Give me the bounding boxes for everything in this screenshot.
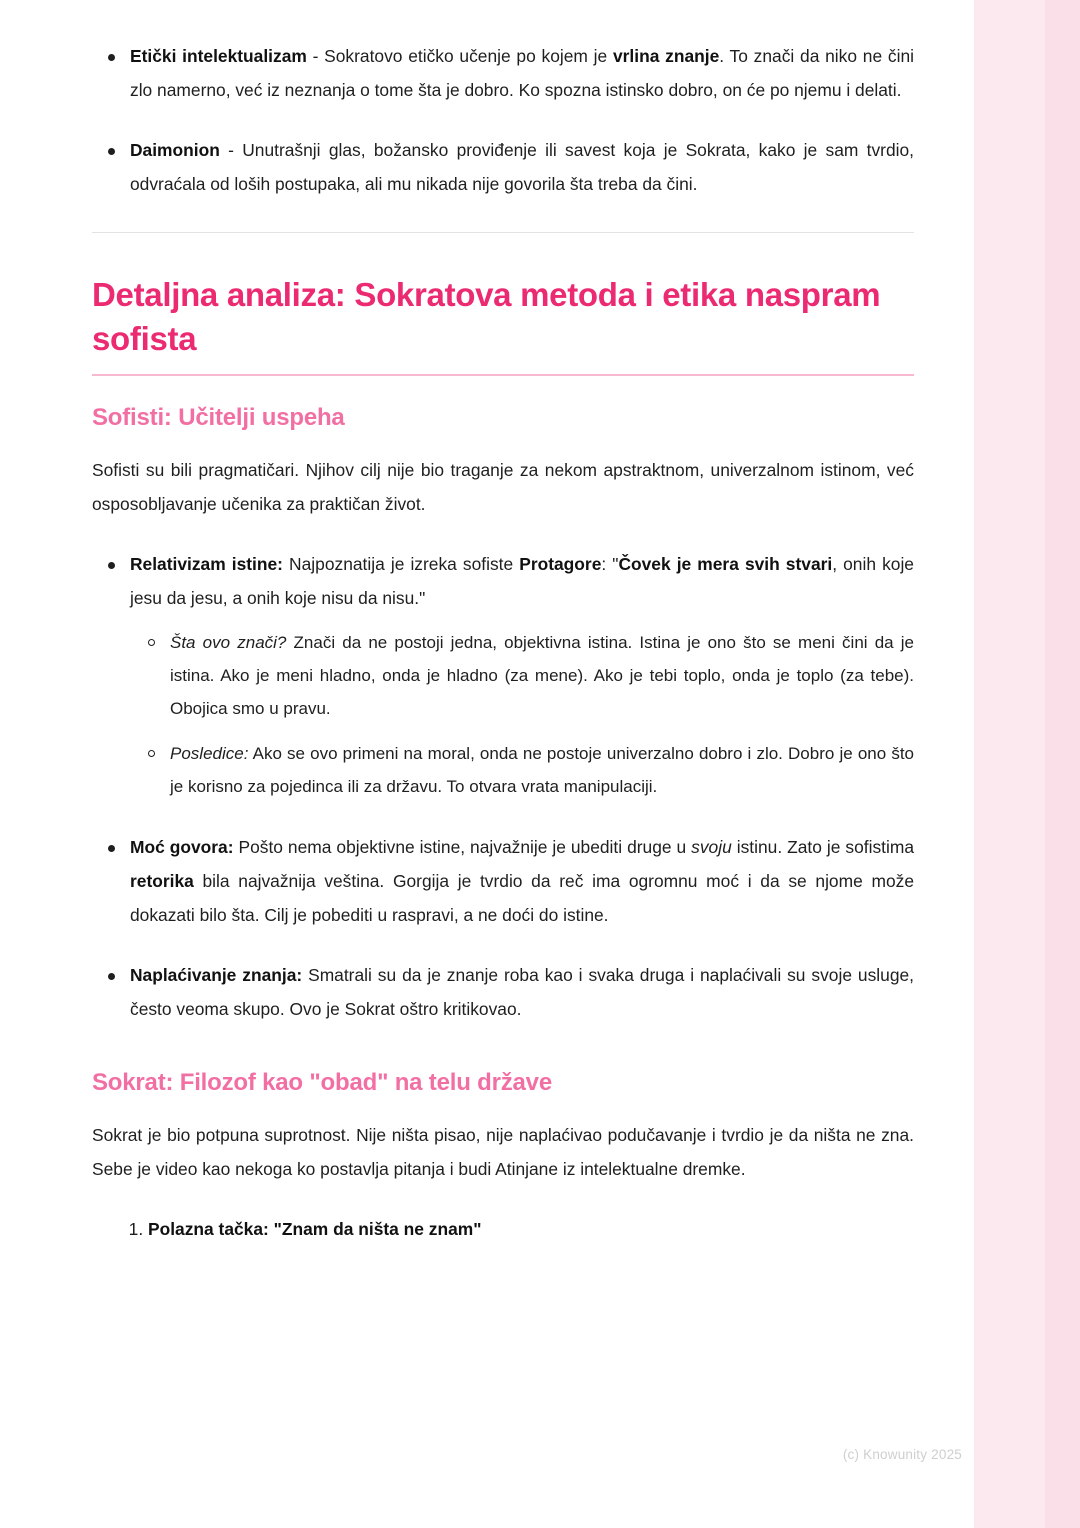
watermark: (c) Knowunity 2025 xyxy=(842,1447,962,1462)
bullet-text-3: , onih koje jesu da jesu, a onih koje nisu da nisu." xyxy=(130,553,914,608)
bullet-text: Smatrali su da je znanje roba kao i svaka druga i naplaćivali su svoje usluge, često veoma skupo. Ovo je Sokrat oštro kritikovao. xyxy=(130,965,914,1020)
list-item xyxy=(92,40,914,108)
sokrat-intro-paragraph: Sokrat je bio potpuna suprotnost. Nije ništa pisao, nije naplaćivao podučavanje i tvrdio je da ništa ne zna. Sebe je video kao nekoga ko postavlja pitanja i budi Atinjane iz intelektualne dremke. xyxy=(92,1124,914,1179)
bullet-text: Najpoznatija je izreka sofiste xyxy=(282,553,520,574)
bullet-lead-term: Moć govora: xyxy=(130,837,234,858)
page-edge-strip xyxy=(974,0,1080,1528)
bullet-bold-name: Protagore xyxy=(519,553,602,574)
sub-text: Ako se ovo primeni na moral, onda ne postoje univerzalno dobro i zlo. Dobro je ono što je korisno za pojedinca ili za državu. To otvara vrata manipulaciji. xyxy=(170,744,914,797)
top-bullet-list xyxy=(92,40,914,202)
bullet-italic-word: svoju xyxy=(691,837,732,858)
sofisti-bullet-list xyxy=(92,548,914,1027)
bullet-text-2: : " xyxy=(601,553,619,574)
list-item xyxy=(130,737,914,803)
list-item xyxy=(92,831,914,933)
sofisti-intro-paragraph: Sofisti su bili pragmatičari. Njihov cilj nije bio traganje za nekom apstraktnom, univerzalnom istinom, već osposobljavanje učenika za praktičan život. xyxy=(92,459,914,514)
bullet-quote-bold: Čovek je mera svih stvari xyxy=(618,553,833,574)
sofisti-sub-list xyxy=(130,626,914,804)
subsection-heading-sokrat: Sokrat: Filozof kao "obad" na telu države xyxy=(92,1068,552,1096)
bullet-lead-term: Naplaćivanje znanja: xyxy=(130,965,303,986)
list-item xyxy=(92,959,914,1027)
bullet-text: - Sokratovo etičko učenje po kojem je xyxy=(306,46,613,66)
page-edge-inner xyxy=(1045,0,1080,1528)
list-item xyxy=(130,626,914,725)
list-item xyxy=(148,1213,914,1247)
numbered-item-label: Polazna tačka: "Znam da ništa ne znam" xyxy=(148,1218,482,1239)
list-item xyxy=(92,548,914,804)
left-margin xyxy=(0,0,46,1528)
bullet-text: - Unutrašnji glas, božansko proviđenje ili savest koja je Sokrata, kako je sam tvrdio, odvraćala od loših postupaka, ali mu nikada nije govorila šta treba da čini. xyxy=(130,139,914,194)
page-title: Detaljna analiza: Sokratova metoda i etika naspram sofista xyxy=(92,275,881,358)
subsection-heading-sofisti: Sofisti: Učitelji uspeha xyxy=(92,403,345,431)
bullet-lead-term: Etički intelektualizam xyxy=(130,46,307,66)
sub-text: Znači da ne postoji jedna, objektivna istina. Istina je ono što se meni čini da je istina. Ako je meni hladno, onda je hladno (za mene). Ako je tebi toplo, onda je toplo (za tebe). Obojica smo u pravu. xyxy=(170,632,914,718)
bullet-text-2: istinu. Zato je sofistima xyxy=(731,837,914,858)
bullet-text-3: bila najvažnija veština. Gorgija je tvrdio da reč ima ogromnu moć i da se njome može dokazati bilo šta. Cilj je pobediti u raspravi, a ne doći do istine. xyxy=(130,871,914,926)
sokrat-numbered-list xyxy=(92,1213,914,1247)
bullet-bold-term: vrlina znanje xyxy=(612,46,720,66)
section-divider xyxy=(92,232,914,233)
bullet-lead-term: Relativizam istine: xyxy=(130,553,283,574)
bullet-text: Pošto nema objektivne istine, najvažnije je ubediti druge u xyxy=(233,837,692,858)
bullet-bold-word: retorika xyxy=(130,871,194,892)
document-content xyxy=(46,0,974,1528)
sub-lead-italic: Šta ovo znači? xyxy=(170,632,287,652)
bullet-text-continued: . To znači da niko ne čini zlo namerno, već iz neznanja o tome šta je dobro. Ko spozna istinsko dobro, on će po njemu i delati. xyxy=(130,46,914,100)
sub-lead-italic: Posledice: xyxy=(170,744,249,764)
bullet-lead-term: Daimonion xyxy=(130,139,220,160)
title-underline xyxy=(92,374,914,376)
list-item xyxy=(92,134,914,202)
